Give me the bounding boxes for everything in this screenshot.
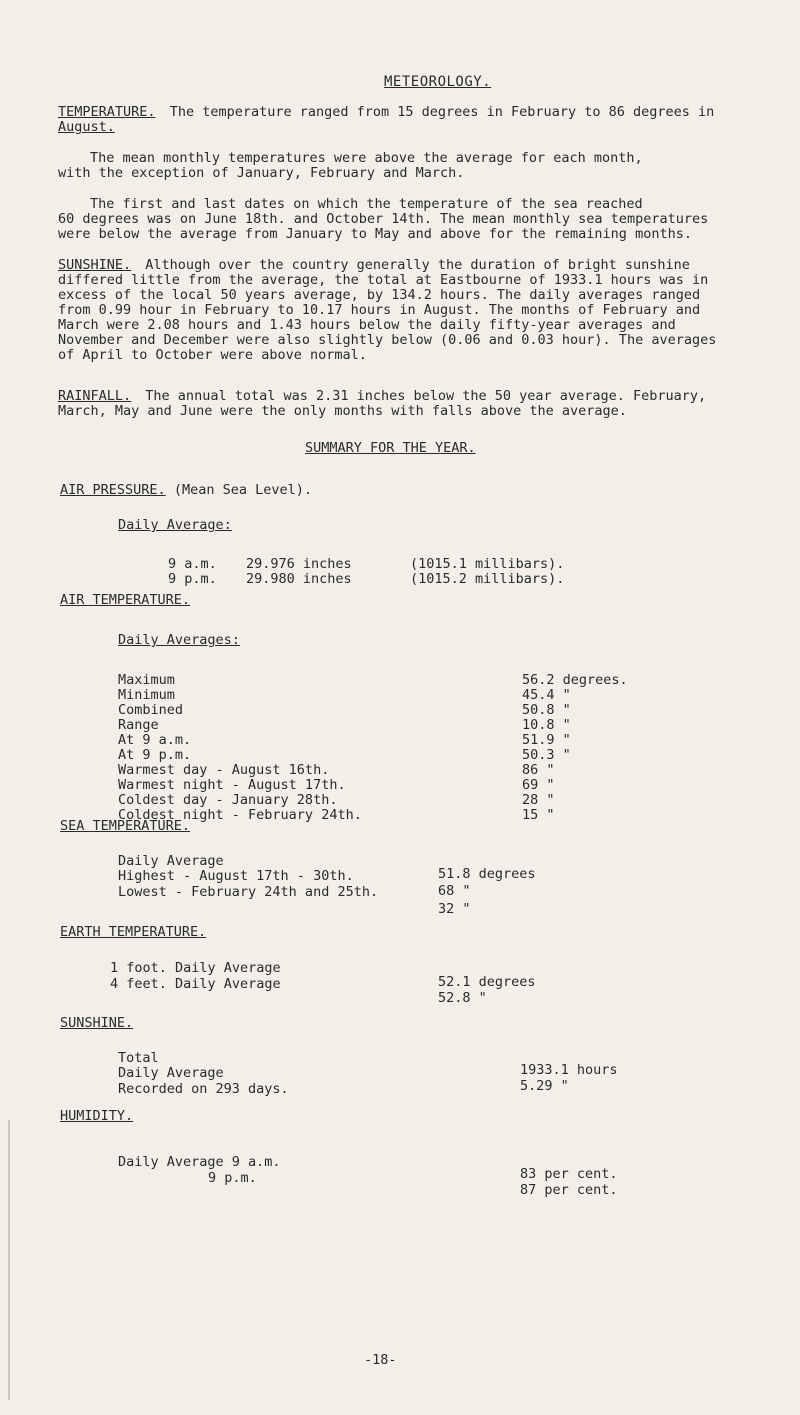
table-row: Recorded on 293 days. [118,1081,289,1097]
table-row: 68 " [438,883,471,899]
table-row: Daily Average [118,853,224,869]
table-row: 4 feet. Daily Average [110,976,281,992]
table-row: 87 per cent. [520,1182,618,1198]
row-label: At 9 p.m. [118,747,192,763]
page-heading: METEOROLOGY. [384,74,492,90]
sunshine-para-line: differed little from the average, the total at Eastbourne of 1933.1 hours was in [58,272,709,288]
sea-text-line: The first and last dates on which the temperature of the sea reached [90,196,643,212]
table-row: 51.8 degrees [438,866,536,882]
rainfall-para-line: RAINFALL. The annual total was 2.31 inches below the 50 year average. February, [58,388,707,404]
table-row [0,732,800,748]
row-label: Warmest day - August 16th. [118,762,330,778]
row-value: 28 " [522,792,555,808]
table-row: Total [118,1050,159,1066]
table-row [0,777,800,793]
row-value: 50.3 " [522,747,571,763]
table-row: Highest - August 17th - 30th. [118,868,354,884]
rainfall-para-line: March, May and June were the only months with falls above the average. [58,403,627,419]
temperature-text-line: with the exception of January, February and March. [58,165,465,181]
table-row [0,687,800,703]
summary-title: SUMMARY FOR THE YEAR. [305,440,476,456]
temperature-text-line: The mean monthly temperatures were above the average for each month, [90,150,643,166]
row-value: 15 " [522,807,555,823]
humidity-title: HUMIDITY. [60,1108,134,1124]
table-row: 83 per cent. [520,1166,618,1182]
table-row: 52.1 degrees [438,974,536,990]
table-row [0,717,800,733]
table-row [0,762,800,778]
table-row: 9 a.m. 29.976 inches (1015.1 millibars). [168,556,565,572]
row-label: At 9 a.m. [118,732,192,748]
table-row [0,747,800,763]
sunshine-para-line: excess of the local 50 years average, by 134.2 hours. The daily averages ranged [58,287,701,303]
table-row: 5.29 " [520,1078,569,1094]
row-label: Minimum [118,687,175,703]
table-row: Daily Average [118,1065,224,1081]
table-row: 32 " [438,901,471,917]
air-temperature-subtitle: Daily Averages: [118,632,240,648]
temperature-label: TEMPERATURE. The temperature ranged from 15 degrees in February to 86 degrees in [58,104,715,120]
temperature-label-august: August. [58,119,115,135]
table-row: Lowest - February 24th and 25th. [118,884,379,900]
air-pressure-subtitle: Daily Average: [118,517,232,533]
table-row: 1 foot. Daily Average [110,960,281,976]
row-value: 45.4 " [522,687,571,703]
table-row [0,672,800,688]
table-row: 9 p.m. [208,1170,257,1186]
row-value: 10.8 " [522,717,571,733]
row-label: Coldest night - February 24th. [118,807,362,823]
row-label: Range [118,717,159,733]
row-value: 50.8 " [522,702,571,718]
sunshine-para-line: March were 2.08 hours and 1.43 hours below the daily fifty-year averages and [58,317,676,333]
air-temperature-title: AIR TEMPERATURE. [60,592,191,608]
table-row [0,792,800,808]
row-value: 56.2 degrees. [522,672,628,688]
row-label: Warmest night - August 17th. [118,777,346,793]
earth-temperature-title: EARTH TEMPERATURE. [60,924,207,940]
sunshine-para-line: of April to October were above normal. [58,347,367,363]
row-label: Coldest day - January 28th. [118,792,338,808]
sunshine-para-line: November and December were also slightly below (0.06 and 0.03 hour). The averages [58,332,717,348]
table-row: 52.8 " [438,990,487,1006]
table-row: Daily Average 9 a.m. [118,1154,281,1170]
row-label: Combined [118,702,184,718]
page-number: -18- [364,1352,397,1368]
sea-temperature-title: SEA TEMPERATURE. [60,818,191,834]
table-row [0,702,800,718]
sunshine-title: SUNSHINE. [60,1015,134,1031]
air-pressure-title: AIR PRESSURE. (Mean Sea Level). [60,482,312,498]
sunshine-para-line: from 0.99 hour in February to 10.17 hours in August. The months of February and [58,302,701,318]
sea-text-line: were below the average from January to May and above for the remaining months. [58,226,692,242]
row-value: 51.9 " [522,732,571,748]
row-label: Maximum [118,672,175,688]
sunshine-para-line: SUNSHINE. Although over the country generally the duration of bright sunshine [58,257,690,273]
row-value: 86 " [522,762,555,778]
sea-text-line: 60 degrees was on June 18th. and October 14th. The mean monthly sea temperatures [58,211,709,227]
table-row: 1933.1 hours [520,1062,618,1078]
table-row: 9 p.m. 29.980 inches (1015.2 millibars). [168,571,565,587]
row-value: 69 " [522,777,555,793]
